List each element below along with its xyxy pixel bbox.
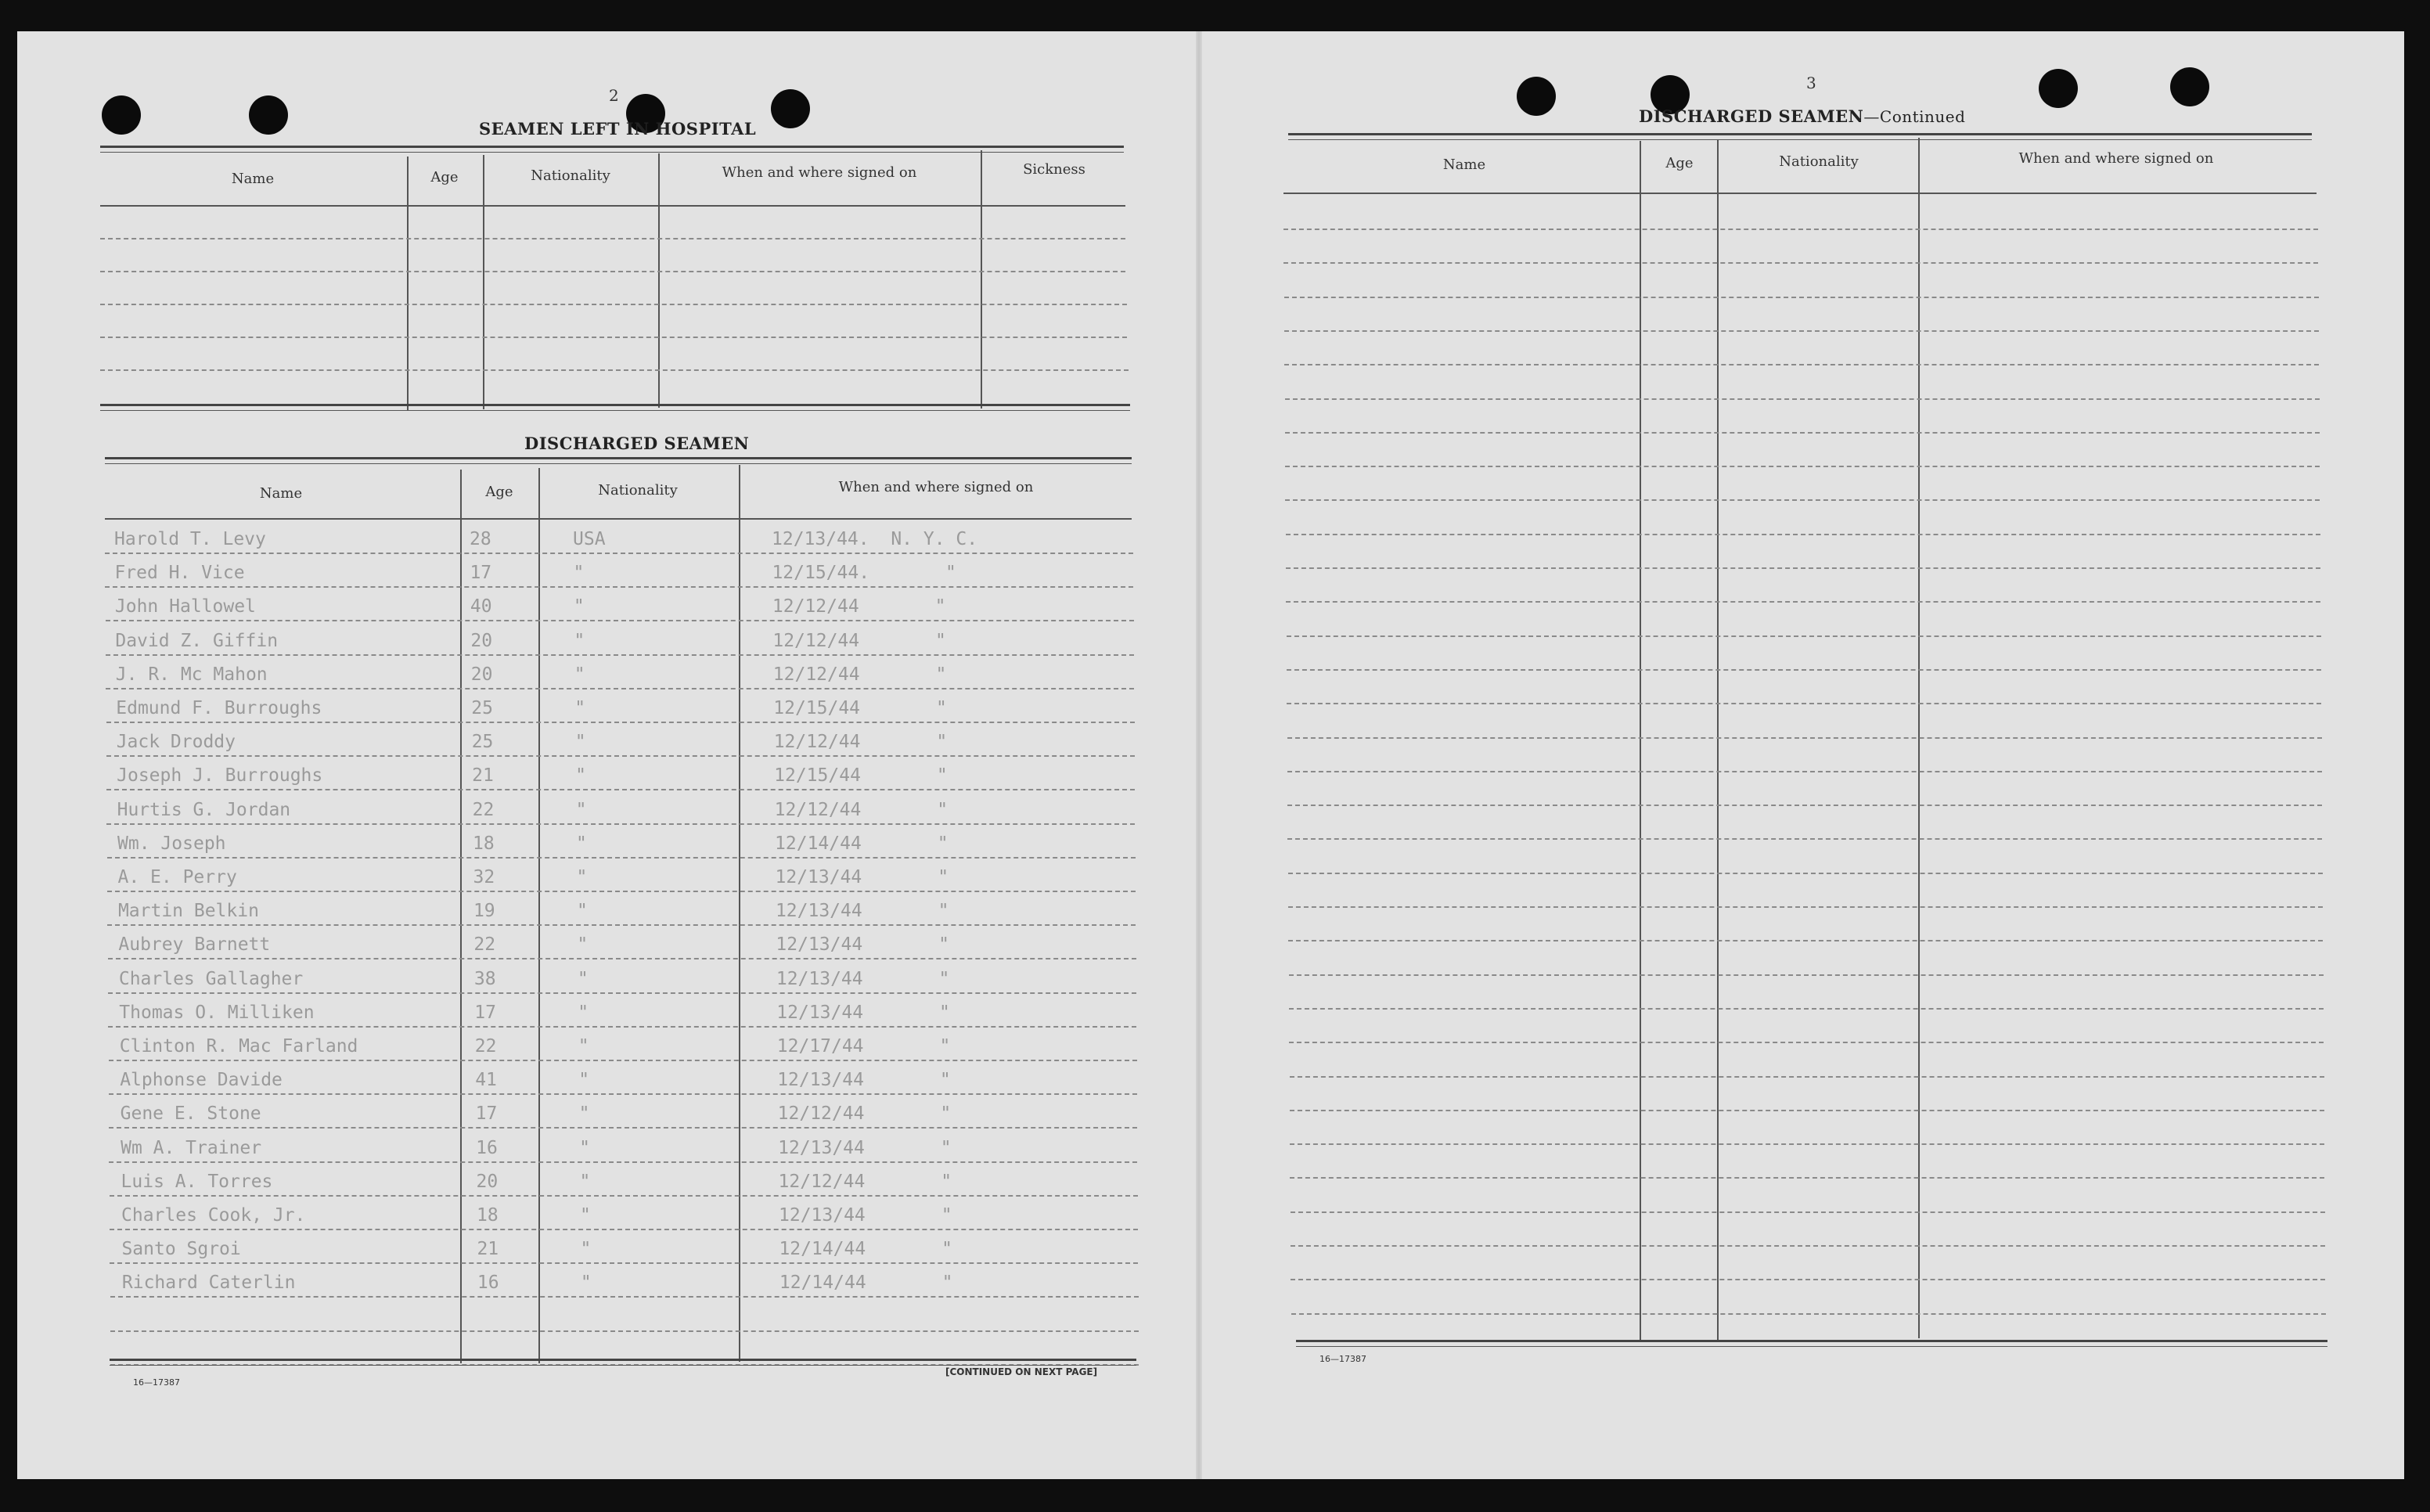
discharged-row-line <box>110 1195 1138 1197</box>
punch-hole <box>1517 77 1556 116</box>
seaman-signed-on: 12/13/44 " <box>775 901 949 922</box>
discharged-row-line <box>109 1060 1137 1061</box>
seaman-nationality: " <box>576 901 588 922</box>
right-col-name: Name <box>1442 157 1486 173</box>
continued-row-line <box>1290 1076 2324 1078</box>
seaman-nationality: " <box>580 1205 591 1226</box>
right-bottom-rule <box>1296 1340 2327 1347</box>
discharged-row-line <box>105 553 1133 554</box>
seaman-signed-on: 12/12/44 " <box>774 799 949 820</box>
discharged-col-divider <box>739 465 740 1362</box>
continued-row-line <box>1291 1279 2325 1280</box>
seaman-age: 25 <box>471 698 493 718</box>
seaman-age: 21 <box>477 1239 499 1260</box>
seaman-age: 20 <box>470 664 493 685</box>
seaman-age: 20 <box>470 630 493 651</box>
continued-row-line <box>1289 974 2324 976</box>
seaman-nationality: USA <box>573 529 606 549</box>
right-col-nationality: Nationality <box>1779 153 1859 170</box>
seaman-name: Fred H. Vice <box>114 563 245 584</box>
seaman-name: Wm. Joseph <box>117 833 226 854</box>
hospital-row-line <box>100 238 1125 239</box>
seaman-name: Wm A. Trainer <box>121 1137 262 1158</box>
hospital-row-line <box>100 304 1127 305</box>
continued-row-line <box>1287 669 2321 671</box>
seaman-signed-on: 12/15/44 " <box>774 765 948 787</box>
seaman-age: 21 <box>472 765 494 787</box>
discharged-row-line <box>109 1161 1137 1163</box>
seaman-signed-on: 12/12/44 " <box>772 596 946 617</box>
seaman-signed-on: 12/13/44 " <box>776 934 949 956</box>
seaman-signed-on: 12/13/44 " <box>775 867 949 887</box>
continued-row-line <box>1288 873 2323 874</box>
hospital-col-nationality: Nationality <box>531 167 610 184</box>
discharged-col-name: Name <box>259 485 303 502</box>
seaman-nationality: " <box>576 867 588 887</box>
page-number: 3 <box>1806 74 1816 92</box>
seaman-name: John Hallowel <box>114 596 256 617</box>
continued-row-line <box>1288 906 2323 908</box>
continued-row-line <box>1286 601 2320 603</box>
seaman-name: David Z. Giffin <box>115 630 279 651</box>
hospital-col-divider <box>483 155 484 409</box>
continued-row-line <box>1284 330 2319 332</box>
discharged-row-line <box>108 992 1136 994</box>
discharged-row-line <box>110 1262 1138 1264</box>
continued-row-line <box>1283 262 2318 264</box>
discharged-row-line <box>106 654 1134 656</box>
continued-row-line <box>1291 1313 2326 1315</box>
seaman-signed-on: 12/12/44 " <box>778 1171 952 1192</box>
hospital-section-title: SEAMEN LEFT IN HOSPITAL <box>479 119 757 139</box>
discharged-row-line <box>106 620 1134 621</box>
continued-row-line <box>1289 1008 2324 1010</box>
seaman-nationality: " <box>580 1239 592 1260</box>
discharged-col-nationality: Nationality <box>598 482 678 499</box>
seaman-name: Jack Droddy <box>116 732 236 753</box>
continued-row-line <box>1287 838 2322 840</box>
seaman-nationality: " <box>574 630 585 651</box>
seaman-name: Thomas O. Milliken <box>119 1002 315 1023</box>
continued-row-line <box>1285 466 2320 467</box>
hospital-row-line <box>100 337 1127 338</box>
continued-row-line <box>1289 1042 2324 1043</box>
seaman-age: 19 <box>473 901 495 922</box>
seaman-signed-on: 12/14/44 " <box>779 1273 953 1294</box>
continued-row-line <box>1285 398 2320 400</box>
continued-row-line <box>1290 1143 2324 1145</box>
seaman-age: 22 <box>472 799 495 820</box>
seaman-age: 16 <box>477 1273 499 1294</box>
seaman-age: 41 <box>475 1070 497 1091</box>
punch-hole <box>249 95 288 135</box>
hospital-bottom-rule <box>100 404 1130 411</box>
hospital-col-sickness: Sickness <box>1023 161 1085 178</box>
continued-row-line <box>1288 940 2323 941</box>
seaman-name: J. R. Mc Mahon <box>115 664 268 685</box>
seaman-signed-on: 12/13/44 " <box>776 1002 950 1023</box>
continued-row-line <box>1284 297 2319 298</box>
discharged-row-line <box>107 891 1136 892</box>
continued-row-line <box>1287 737 2322 739</box>
seaman-name: Martin Belkin <box>117 901 259 922</box>
page-number: 2 <box>609 86 619 105</box>
discharged-row-line <box>110 1229 1138 1230</box>
seaman-nationality: " <box>574 732 586 753</box>
right-col-signed-on: When and where signed on <box>2018 150 2214 167</box>
seaman-age: 40 <box>470 596 492 617</box>
punch-hole <box>2039 69 2078 108</box>
discharged-header-rule <box>105 518 1132 520</box>
continued-row-line <box>1283 229 2318 230</box>
right-col-age: Age <box>1665 155 1694 171</box>
continued-row-line <box>1287 703 2321 704</box>
continued-row-line <box>1290 1110 2324 1111</box>
seaman-name: Santo Sgroi <box>121 1239 241 1260</box>
seaman-nationality: " <box>573 596 585 617</box>
seaman-nationality: " <box>577 968 589 989</box>
seaman-signed-on: 12/14/44 " <box>775 833 949 854</box>
seaman-age: 16 <box>476 1137 498 1158</box>
seaman-nationality: " <box>575 799 587 820</box>
seaman-nationality: " <box>577 934 589 956</box>
discharged-row-line <box>106 688 1134 689</box>
seaman-name: Joseph J. Burroughs <box>117 765 323 787</box>
continued-title-main: DISCHARGED SEAMEN <box>1639 106 1864 126</box>
continued-row-line <box>1286 567 2320 569</box>
seaman-name: Alphonse Davide <box>120 1070 283 1091</box>
continued-note: [CONTINUED ON NEXT PAGE] <box>945 1366 1098 1377</box>
discharged-bottom-rule <box>110 1359 1136 1366</box>
continued-row-line <box>1285 499 2320 501</box>
seaman-signed-on: 12/13/44 " <box>776 968 950 989</box>
continued-row-line <box>1287 635 2321 637</box>
seaman-signed-on: 12/15/44 " <box>773 698 947 718</box>
hospital-col-age: Age <box>430 169 459 185</box>
discharged-row-line <box>108 958 1136 959</box>
discharged-col-signed-on: When and where signed on <box>838 479 1034 495</box>
right-col-divider <box>1717 139 1719 1340</box>
seaman-age: 17 <box>470 563 492 584</box>
seaman-nationality: " <box>574 664 585 685</box>
seaman-signed-on: 12/12/44 " <box>772 630 946 651</box>
punch-hole <box>2170 67 2209 106</box>
seaman-age: 38 <box>473 968 496 989</box>
seaman-name: Richard Caterlin <box>121 1273 296 1294</box>
punch-hole <box>771 89 810 128</box>
seaman-name: Aubrey Barnett <box>118 934 271 956</box>
seaman-nationality: " <box>578 1103 590 1125</box>
discharged-row-line <box>106 789 1135 790</box>
discharged-row-line <box>106 755 1135 757</box>
seaman-age: 20 <box>476 1171 499 1192</box>
continued-row-line <box>1287 771 2322 772</box>
seaman-nationality: " <box>580 1273 592 1294</box>
continued-title-suffix: —Continued <box>1863 107 1966 126</box>
page-fold <box>1196 31 1202 1479</box>
hospital-row-line <box>100 271 1125 272</box>
seaman-signed-on: 12/13/44 " <box>779 1205 952 1226</box>
discharged-row-line <box>106 722 1135 723</box>
discharged-col-age: Age <box>485 484 513 500</box>
seaman-nationality: " <box>579 1171 591 1192</box>
seaman-age: 18 <box>477 1205 499 1226</box>
seaman-nationality: " <box>574 698 586 718</box>
seaman-age: 17 <box>474 1002 496 1023</box>
continued-row-line <box>1286 534 2320 535</box>
discharged-top-rule <box>105 457 1132 464</box>
hospital-col-divider <box>407 157 409 411</box>
seaman-age: 18 <box>473 833 495 854</box>
hospital-col-name: Name <box>231 171 275 187</box>
discharged-row-line <box>110 1330 1139 1332</box>
seaman-name: Edmund F. Burroughs <box>116 698 322 718</box>
seaman-signed-on: 12/13/44. N. Y. C. <box>772 529 978 549</box>
discharged-row-line <box>107 857 1136 859</box>
continued-row-line <box>1290 1177 2324 1179</box>
continued-section-title <box>1639 106 1965 126</box>
seaman-name: Harold T. Levy <box>114 529 266 549</box>
seaman-name: Luis A. Torres <box>121 1171 273 1192</box>
seaman-signed-on: 12/12/44 " <box>777 1103 952 1125</box>
seaman-nationality: " <box>578 1002 589 1023</box>
seaman-age: 32 <box>473 867 495 887</box>
hospital-header-rule <box>100 205 1125 207</box>
seaman-name: Charles Cook, Jr. <box>121 1205 306 1226</box>
discharged-row-line <box>106 823 1135 825</box>
continued-row-line <box>1287 805 2322 806</box>
discharged-row-line <box>105 586 1133 588</box>
discharged-row-line <box>109 1093 1137 1095</box>
seaman-nationality: " <box>576 833 587 854</box>
seaman-nationality: " <box>578 1036 589 1057</box>
seaman-signed-on: 12/15/44. " <box>772 563 956 584</box>
seaman-age: 22 <box>473 934 496 956</box>
seaman-signed-on: 12/12/44 " <box>773 732 948 753</box>
discharged-row-line <box>107 924 1136 926</box>
seaman-age: 25 <box>471 732 494 753</box>
hospital-top-rule <box>100 146 1124 153</box>
continued-row-line <box>1285 432 2320 434</box>
seaman-name: Gene E. Stone <box>120 1103 261 1125</box>
punch-hole <box>102 95 141 135</box>
seaman-nationality: " <box>575 765 586 787</box>
form-code: 16—17387 <box>1319 1354 1366 1364</box>
seaman-nationality: " <box>578 1070 590 1091</box>
right-col-divider <box>1640 141 1641 1341</box>
continued-row-line <box>1291 1211 2325 1213</box>
seaman-name: Hurtis G. Jordan <box>117 799 291 820</box>
seaman-age: 17 <box>475 1103 498 1125</box>
seaman-nationality: " <box>573 563 585 584</box>
seaman-signed-on: 12/13/44 " <box>777 1070 951 1091</box>
seaman-age: 22 <box>474 1036 497 1057</box>
seaman-age: 28 <box>470 529 491 549</box>
seaman-signed-on: 12/17/44 " <box>776 1036 951 1057</box>
seaman-signed-on: 12/14/44 " <box>779 1239 952 1260</box>
right-header-rule <box>1283 193 2317 194</box>
seaman-signed-on: 12/13/44 " <box>778 1137 952 1158</box>
discharged-row-line <box>110 1296 1139 1298</box>
discharged-row-line <box>109 1127 1137 1129</box>
continued-row-line <box>1291 1245 2325 1247</box>
seaman-signed-on: 12/12/44 " <box>772 664 947 685</box>
right-top-rule <box>1288 133 2312 140</box>
discharged-row-line <box>108 1026 1136 1028</box>
continued-row-line <box>1284 364 2319 365</box>
form-code: 16—17387 <box>133 1377 180 1388</box>
seaman-name: A. E. Perry <box>117 867 237 887</box>
hospital-row-line <box>100 369 1129 371</box>
seaman-nationality: " <box>579 1137 590 1158</box>
discharged-section-title: DISCHARGED SEAMEN <box>524 434 750 453</box>
seaman-name: Clinton R. Mac Farland <box>119 1036 358 1057</box>
seaman-name: Charles Gallagher <box>118 968 304 989</box>
hospital-col-signed-on: When and where signed on <box>722 164 917 181</box>
